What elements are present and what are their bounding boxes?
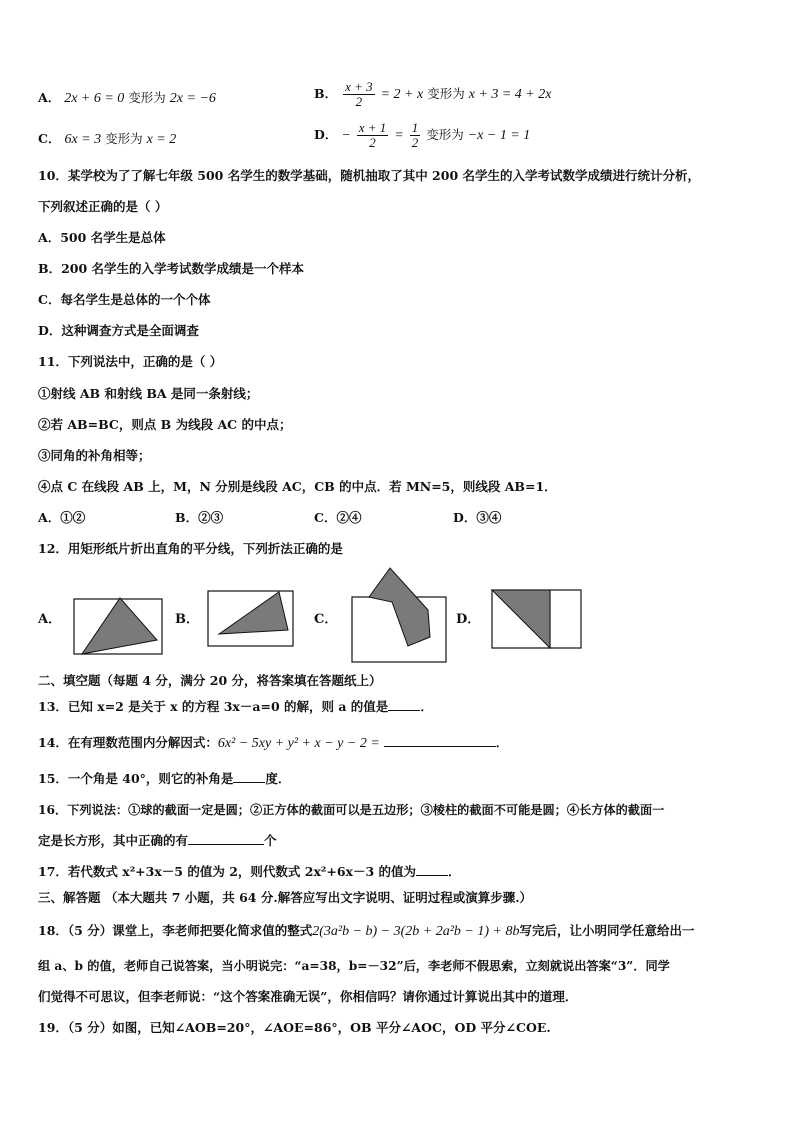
- q12-option-b-label: B．: [175, 612, 199, 627]
- q10-option-b: B．200 名学生的入学考试数学成绩是一个样本: [38, 261, 305, 276]
- q17: [38, 863, 461, 880]
- q12-figure-d: [488, 586, 592, 652]
- q12-stem: 12．用矩形纸片折出直角的平分线，下列折法正确的是: [38, 541, 343, 556]
- q14-expression: 6x² − 5xy + y² + x − y − 2 =: [217, 736, 380, 751]
- q12-option-a-label: A．: [38, 612, 62, 627]
- option-label: C．: [38, 131, 61, 146]
- q9-option-d: [314, 121, 530, 150]
- q11-option-d: D．③④: [453, 510, 502, 525]
- option-label: D．: [314, 127, 338, 142]
- q14-text: 14．在有理数范围内分解因式：: [38, 735, 218, 750]
- q18-line1: [38, 923, 695, 940]
- q19: 19．（5 分）如图，已知∠AOB=20°，∠AOE=86°，OB 平分∠AOC，OD 平分∠COE.: [38, 1020, 551, 1035]
- q14: [38, 734, 508, 752]
- fraction: [357, 121, 389, 150]
- q16-line2: [38, 832, 277, 849]
- equation-result: 2x = −6: [169, 91, 216, 106]
- q15-text: 15．一个角是 40°，则它的补角是: [38, 771, 234, 786]
- fraction-numerator: x + 1: [358, 120, 387, 135]
- q15: [38, 770, 290, 787]
- q11-option-a: A．①②: [38, 510, 86, 525]
- equals-sign: =: [394, 128, 404, 143]
- fraction: [343, 80, 375, 109]
- fraction: [410, 121, 421, 150]
- q9-option-a: [38, 90, 216, 107]
- q11-stem: 11．下列说法中，正确的是（ ）: [38, 354, 223, 369]
- q9-option-c: [38, 131, 176, 148]
- q17-text: 17．若代数式 x²+3x－5 的值为 2，则代数式 2x²+6x－3 的值为: [38, 864, 417, 879]
- q18-text-b: 写完后，让小明同学任意给出一: [519, 923, 695, 938]
- transform-text: 变形为: [128, 90, 166, 105]
- transform-text: 变形为: [105, 131, 143, 146]
- q18-text-a: 18．（5 分）课堂上，李老师把要化简求值的整式: [38, 923, 313, 938]
- q16-text: 定是长方形，其中正确的有: [38, 833, 189, 848]
- q12-option-c-label: C．: [314, 612, 338, 627]
- answer-blank: [188, 832, 264, 845]
- option-label: A．: [38, 90, 61, 105]
- q14-end: ．: [495, 735, 509, 750]
- answer-blank: [416, 863, 448, 876]
- q10-option-c: C．每名学生是总体的一个个体: [38, 292, 211, 307]
- q10-stem-line2: 下列叙述正确的是（ ）: [38, 199, 168, 214]
- equation-result: x + 3 = 4 + 2x: [468, 87, 552, 102]
- q17-end: ．: [448, 864, 461, 879]
- answer-blank: [384, 734, 496, 747]
- q18-expression: 2(3a²b − b) − 3(2b + 2a²b − 1) + 8b: [312, 924, 520, 939]
- transform-text: 变形为: [426, 127, 464, 142]
- answer-blank: [388, 698, 420, 711]
- q10-stem-line1: 10．某学校为了了解七年级 500 名学生的数学基础，随机抽取了其中 200 名学生的入学考试数学成绩进行统计分析，: [38, 168, 700, 183]
- fraction-denominator: 2: [355, 94, 363, 109]
- q12-figure-c: [348, 566, 450, 666]
- q11-statement-3: ③同角的补角相等；: [38, 448, 151, 463]
- q12-option-d-label: D．: [456, 612, 481, 627]
- q16-end: 个: [264, 833, 277, 848]
- option-label: B．: [314, 86, 338, 101]
- fraction-numerator: x + 3: [345, 79, 373, 94]
- q11-option-b: B．②③: [175, 510, 224, 525]
- q9-option-b: [314, 80, 551, 109]
- equation-rhs: = 2 + x: [380, 87, 424, 102]
- q18-line3: 们觉得不可思议，但李老师说：“这个答案准确无误”，你相信吗？请你通过计算说出其中的道理．: [38, 989, 578, 1004]
- q11-option-c: C．②④: [314, 510, 362, 525]
- fraction-numerator: 1: [411, 120, 419, 135]
- equation-result: −x − 1 = 1: [467, 128, 531, 143]
- q16-line1: 16．下列说法：①球的截面一定是圆；②正方体的截面可以是五边形；③棱柱的截面不可能是圆；④长方体的截面一: [38, 803, 665, 817]
- fraction-denominator: 2: [411, 135, 419, 150]
- section-heading-fill-in: 二、填空题（每题 4 分，满分 20 分，将答案填在答题纸上）: [38, 673, 382, 688]
- answer-blank: [233, 770, 265, 783]
- equation: 2x + 6 = 0: [64, 91, 125, 106]
- q13-text: 13．已知 x=2 是关于 x 的方程 3x－a=0 的解，则 a 的值是: [38, 699, 389, 714]
- q18-line2: 组 a、b 的值，老师自己说答案，当小明说完：“a=38，b=－32”后，李老师不假思索，立刻就说出答案“3”．同学: [38, 959, 670, 973]
- q11-statement-2: ②若 AB=BC，则点 B 为线段 AC 的中点；: [38, 417, 292, 432]
- equation: 6x = 3: [64, 132, 102, 147]
- transform-text: 变形为: [427, 86, 465, 101]
- q11-statement-1: ①射线 AB 和射线 BA 是同一条射线；: [38, 386, 259, 401]
- q10-option-d: D．这种调查方式是全面调查: [38, 323, 199, 338]
- q13: [38, 698, 433, 715]
- q12-figure-b: [205, 588, 297, 650]
- equation-result: x = 2: [146, 132, 177, 147]
- fraction-denominator: 2: [369, 135, 376, 150]
- q10-option-a: A．500 名学生是总体: [38, 230, 166, 245]
- minus-sign: −: [341, 128, 351, 143]
- q15-end: 度．: [265, 771, 291, 786]
- section-heading-solutions: 三、解答题 （本大题共 7 小题，共 64 分.解答应写出文字说明、证明过程或演算步骤.）: [38, 890, 533, 905]
- q11-statement-4: ④点 C 在线段 AB 上，M，N 分别是线段 AC，CB 的中点．若 MN=5，则线段 AB=1．: [38, 479, 557, 494]
- q13-end: ．: [420, 699, 433, 714]
- q12-figure-a: [70, 596, 166, 658]
